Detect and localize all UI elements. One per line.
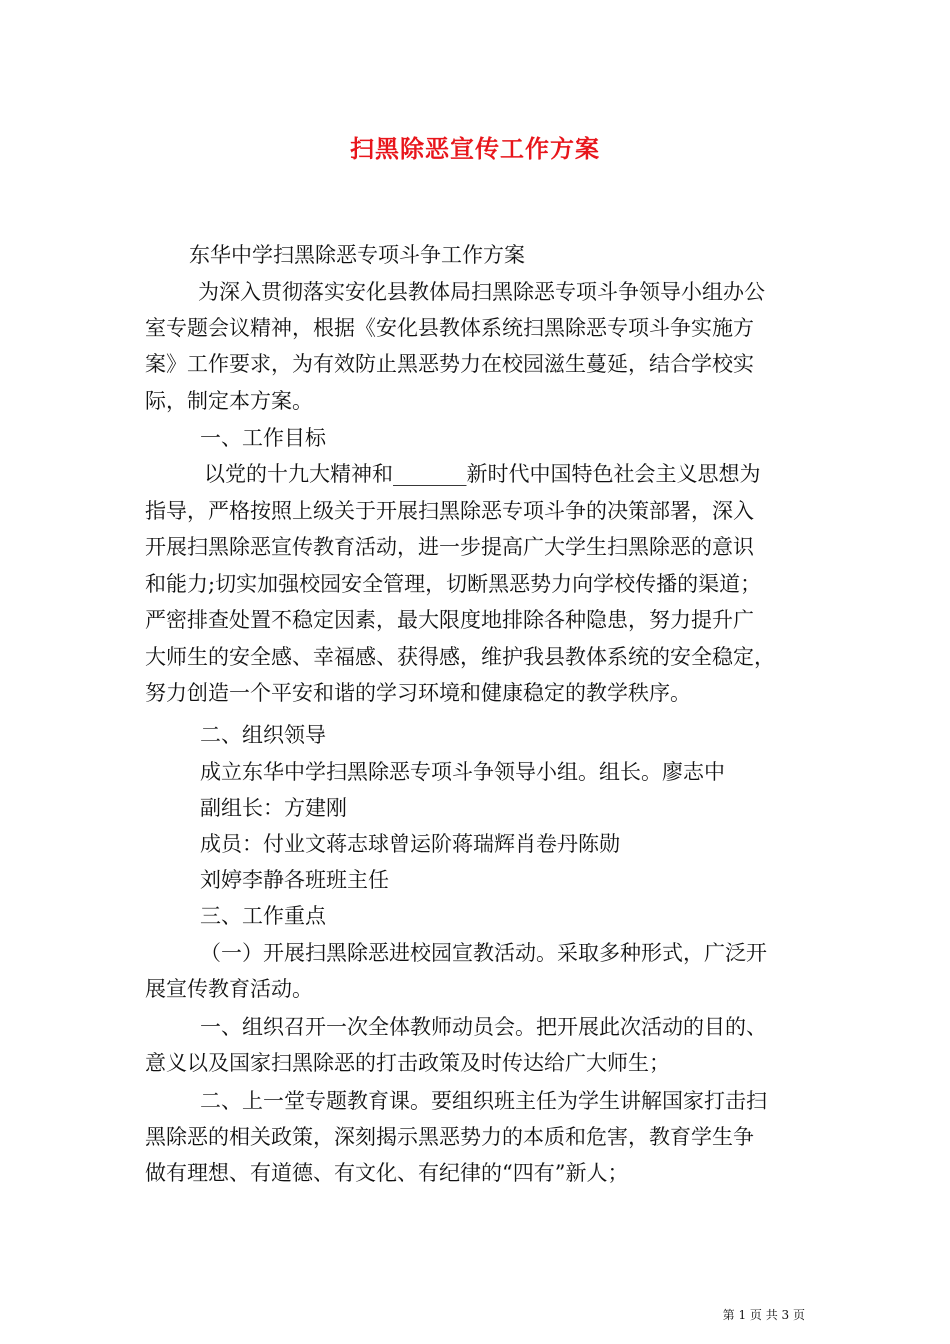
document-title: 扫黑除恶宣传工作方案 [350, 134, 600, 163]
paragraph-line: 指导，严格按照上级关于开展扫黑除恶专项斗争的决策部署，深入 [145, 499, 754, 523]
paragraph-line: 黑除恶的相关政策，深刻揭示黑恶势力的本质和危害，教育学生争 [145, 1125, 754, 1149]
paragraph-line: 际，制定本方案。 [145, 389, 313, 413]
paragraph-line: 做有理想、有道德、有文化、有纪律的“四有”新人； [145, 1161, 629, 1185]
section-heading: 二、组织领导 [200, 723, 326, 747]
section-heading: 一、工作目标 [200, 426, 326, 450]
paragraph-line: 开展扫黑除恶宣传教育活动，进一步提高广大学生扫黑除恶的意识 [145, 535, 754, 559]
paragraph-line: 大师生的安全感、幸福感、获得感，维护我县教体系统的安全稳定， [145, 645, 775, 669]
paragraph-line: 副组长：方建刚 [200, 796, 347, 820]
paragraph-line: 和能力;切实加强校园安全管理，切断黑恶势力向学校传播的渠道； [145, 572, 762, 596]
paragraph-line: （一）开展扫黑除恶进校园宣教活动。采取多种形式，广泛开 [200, 941, 767, 965]
paragraph-line: 成员：付业文蒋志球曾运阶蒋瑞辉肖卷丹陈勋 [200, 832, 620, 856]
paragraph-line: 成立东华中学扫黑除恶专项斗争领导小组。组长。廖志中 [200, 760, 725, 784]
paragraph-line: 室专题会议精神，根据《安化县教体系统扫黑除恶专项斗争实施方 [145, 316, 754, 340]
paragraph-line: 以党的十九大精神和_______新时代中国特色社会主义思想为 [204, 462, 761, 486]
section-heading: 三、工作重点 [200, 904, 326, 928]
paragraph-line: 一、组织召开一次全体教师动员会。把开展此次活动的目的、 [200, 1015, 767, 1039]
paragraph-line: 案》工作要求，为有效防止黑恶势力在校园滋生蔓延，结合学校实 [145, 352, 754, 376]
paragraph-line: 展宣传教育活动。 [145, 977, 313, 1001]
paragraph-line: 刘婷李静各班班主任 [200, 868, 389, 892]
paragraph-line: 二、上一堂专题教育课。要组织班主任为学生讲解国家打击扫 [200, 1089, 767, 1113]
paragraph-line: 努力创造一个平安和谐的学习环境和健康稳定的教学秩序。 [145, 681, 691, 705]
subtitle-line: 东华中学扫黑除恶专项斗争工作方案 [189, 243, 525, 267]
paragraph-line: 意义以及国家扫黑除恶的打击政策及时传达给广大师生； [145, 1051, 670, 1075]
page-number: 第 1 页 共 3 页 [722, 1308, 805, 1322]
paragraph-line: 严密排查处置不稳定因素，最大限度地排除各种隐患，努力提升广 [145, 608, 754, 632]
paragraph-line: 为深入贯彻落实安化县教体局扫黑除恶专项斗争领导小组办公 [198, 280, 765, 304]
